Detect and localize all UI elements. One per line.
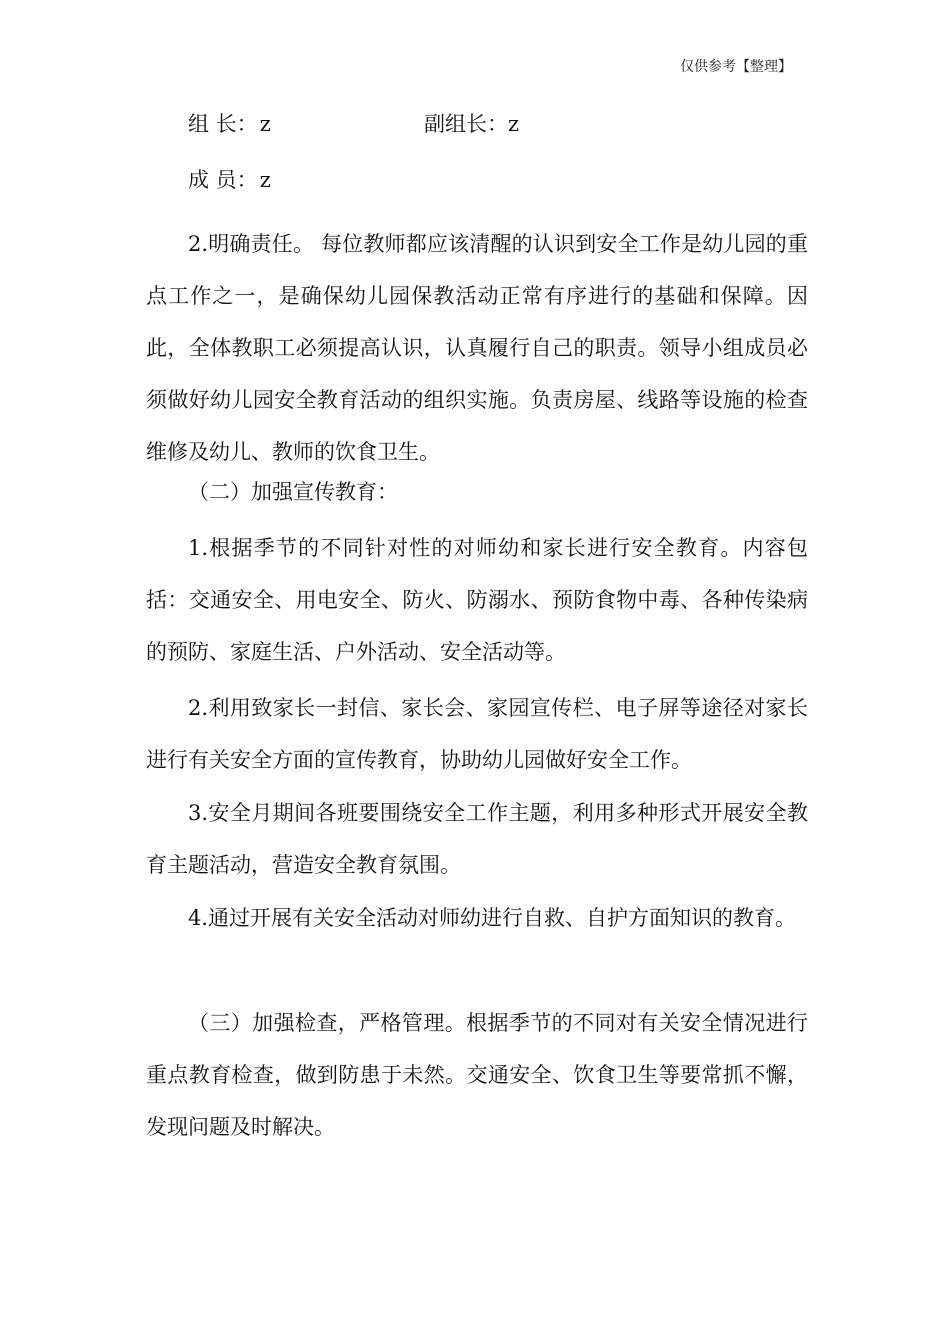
section-heading-publicity-education: （二）加强宣传教育： xyxy=(188,480,398,504)
paragraph-inspection-management: （三）加强检查，严格管理。根据季节的不同对有关安全情况进行重点教育检查，做到防患于未然。交通安全、饮食卫生等要常抓不懈，发现问题及时解决。 xyxy=(146,1011,808,1139)
header-note: 仅供参考【整理】 xyxy=(680,59,792,75)
paragraph-parent-communication: 2.利用致家长一封信、家长会、家园宣传栏、电子屏等途径对家长进行有关安全方面的宣传教育，协助幼儿园做好安全工作。 xyxy=(146,696,808,772)
paragraph-seasonal-safety-education: 1.根据季节的不同针对性的对师幼和家长进行安全教育。内容包括：交通安全、用电安全、防火、防溺水、预防食物中毒、各种传染病的预防、家庭生活、户外活动、安全活动等。 xyxy=(146,536,808,664)
members-value: z xyxy=(259,168,271,192)
members-line xyxy=(188,166,271,194)
members-label: 成 员： xyxy=(188,168,258,192)
paragraph-clarify-responsibility: 2.明确责任。 每位教师都应该清醒的认识到安全工作是幼儿园的重点工作之一，是确保幼儿园保教活动正常有序进行的基础和保障。因此，全体教职工必须提高认识，认真履行自己的职责。领导小组成员必须做好幼儿园安全教育活动的组织实施。负责房屋、线路等设施的检查维修及幼儿、教师的饮食卫生。 xyxy=(146,232,808,464)
deputy-leader-label: 副组长： xyxy=(424,112,508,136)
paragraph-safety-month-activities: 3.安全月期间各班要围绕安全工作主题，利用多种形式开展安全教育主题活动，营造安全教育氛围。 xyxy=(146,801,808,877)
group-leader-line xyxy=(188,110,271,138)
group-leader-label: 组 长： xyxy=(188,112,258,136)
deputy-leader-line xyxy=(424,110,519,138)
deputy-leader-value: z xyxy=(508,112,520,136)
paragraph-self-rescue-education: 4.通过开展有关安全活动对师幼进行自救、自护方面知识的教育。 xyxy=(188,906,797,930)
group-leader-value: z xyxy=(259,112,271,136)
